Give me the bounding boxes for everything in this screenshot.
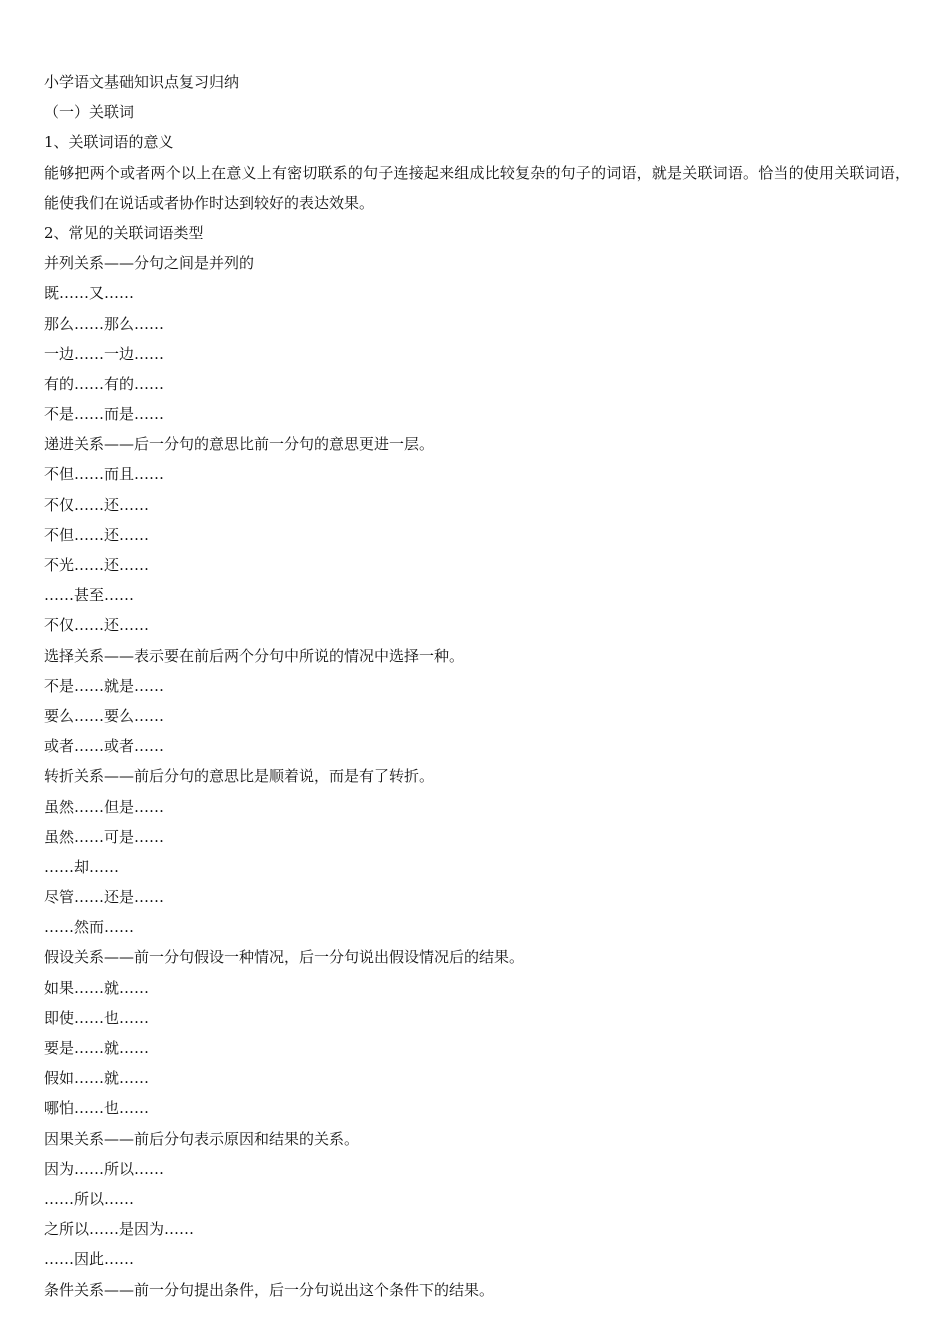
list-item: 要是……就……: [44, 1039, 150, 1058]
list-item: 哪怕……也……: [44, 1099, 150, 1118]
list-item: 要么……要么……: [44, 706, 165, 725]
section-heading: （一）关联词: [44, 103, 135, 122]
list-item: ……所以……: [44, 1189, 135, 1208]
list-item: 或者……或者……: [44, 737, 165, 756]
document-page: [44, 67, 910, 1305]
list-item: 有的……有的……: [44, 374, 165, 393]
list-item: 不光……还……: [44, 556, 150, 575]
list-item: ……却……: [44, 857, 120, 876]
list-item: ……甚至……: [44, 586, 135, 605]
document-title: 小学语文基础知识点复习归纳: [44, 73, 240, 91]
group-heading-hypothesis: 假设关系——前一分句假设一种情况，后一分句说出假设情况后的结果。: [44, 948, 525, 967]
list-item: 一边……一边……: [44, 344, 165, 363]
list-item: 虽然……但是……: [44, 797, 165, 816]
types-heading: 2、常见的关联词语类型: [44, 223, 204, 242]
group-heading-causal: 因果关系——前后分句表示原因和结果的关系。: [44, 1129, 360, 1148]
list-item: 假如……就……: [44, 1069, 150, 1088]
group-heading-contrast: 转折关系——前后分句的意思比是顺着说，而是有了转折。: [44, 767, 435, 786]
list-item: 虽然……可是……: [44, 827, 165, 846]
meaning-paragraph: 能够把两个或者两个以上在意义上有密切联系的句子连接起来组成比较复杂的句子的词语，就是关联词语。恰当的使用关联词语，能使我们在说话或者协作时达到较好的表达效果。: [44, 163, 910, 212]
list-item: 既……又……: [44, 284, 135, 303]
group-heading-parallel: 并列关系——分句之间是并列的: [44, 254, 255, 273]
list-item: 尽管……还是……: [44, 888, 165, 907]
group-heading-condition: 条件关系——前一分句提出条件，后一分句说出这个条件下的结果。: [44, 1280, 495, 1299]
list-item: 那么……那么……: [44, 314, 165, 333]
group-heading-choice: 选择关系——表示要在前后两个分句中所说的情况中选择一种。: [44, 646, 465, 665]
meaning-heading: 1、关联词语的意义: [44, 133, 174, 152]
list-item: 不是……就是……: [44, 676, 165, 695]
list-item: 不是……而是……: [44, 405, 165, 424]
list-item: 不仅……还……: [44, 495, 150, 514]
list-item: ……然而……: [44, 918, 135, 937]
list-item: 因为……所以……: [44, 1159, 165, 1178]
list-item: 之所以……是因为……: [44, 1220, 195, 1239]
list-item: 即使……也……: [44, 1008, 150, 1027]
list-item: 不仅……还……: [44, 616, 150, 635]
list-item: 不但……还……: [44, 525, 150, 544]
group-heading-progressive: 递进关系——后一分句的意思比前一分句的意思更进一层。: [44, 435, 435, 454]
list-item: 如果……就……: [44, 978, 150, 997]
list-item: ……因此……: [44, 1250, 135, 1269]
list-item: 不但……而且……: [44, 465, 165, 484]
